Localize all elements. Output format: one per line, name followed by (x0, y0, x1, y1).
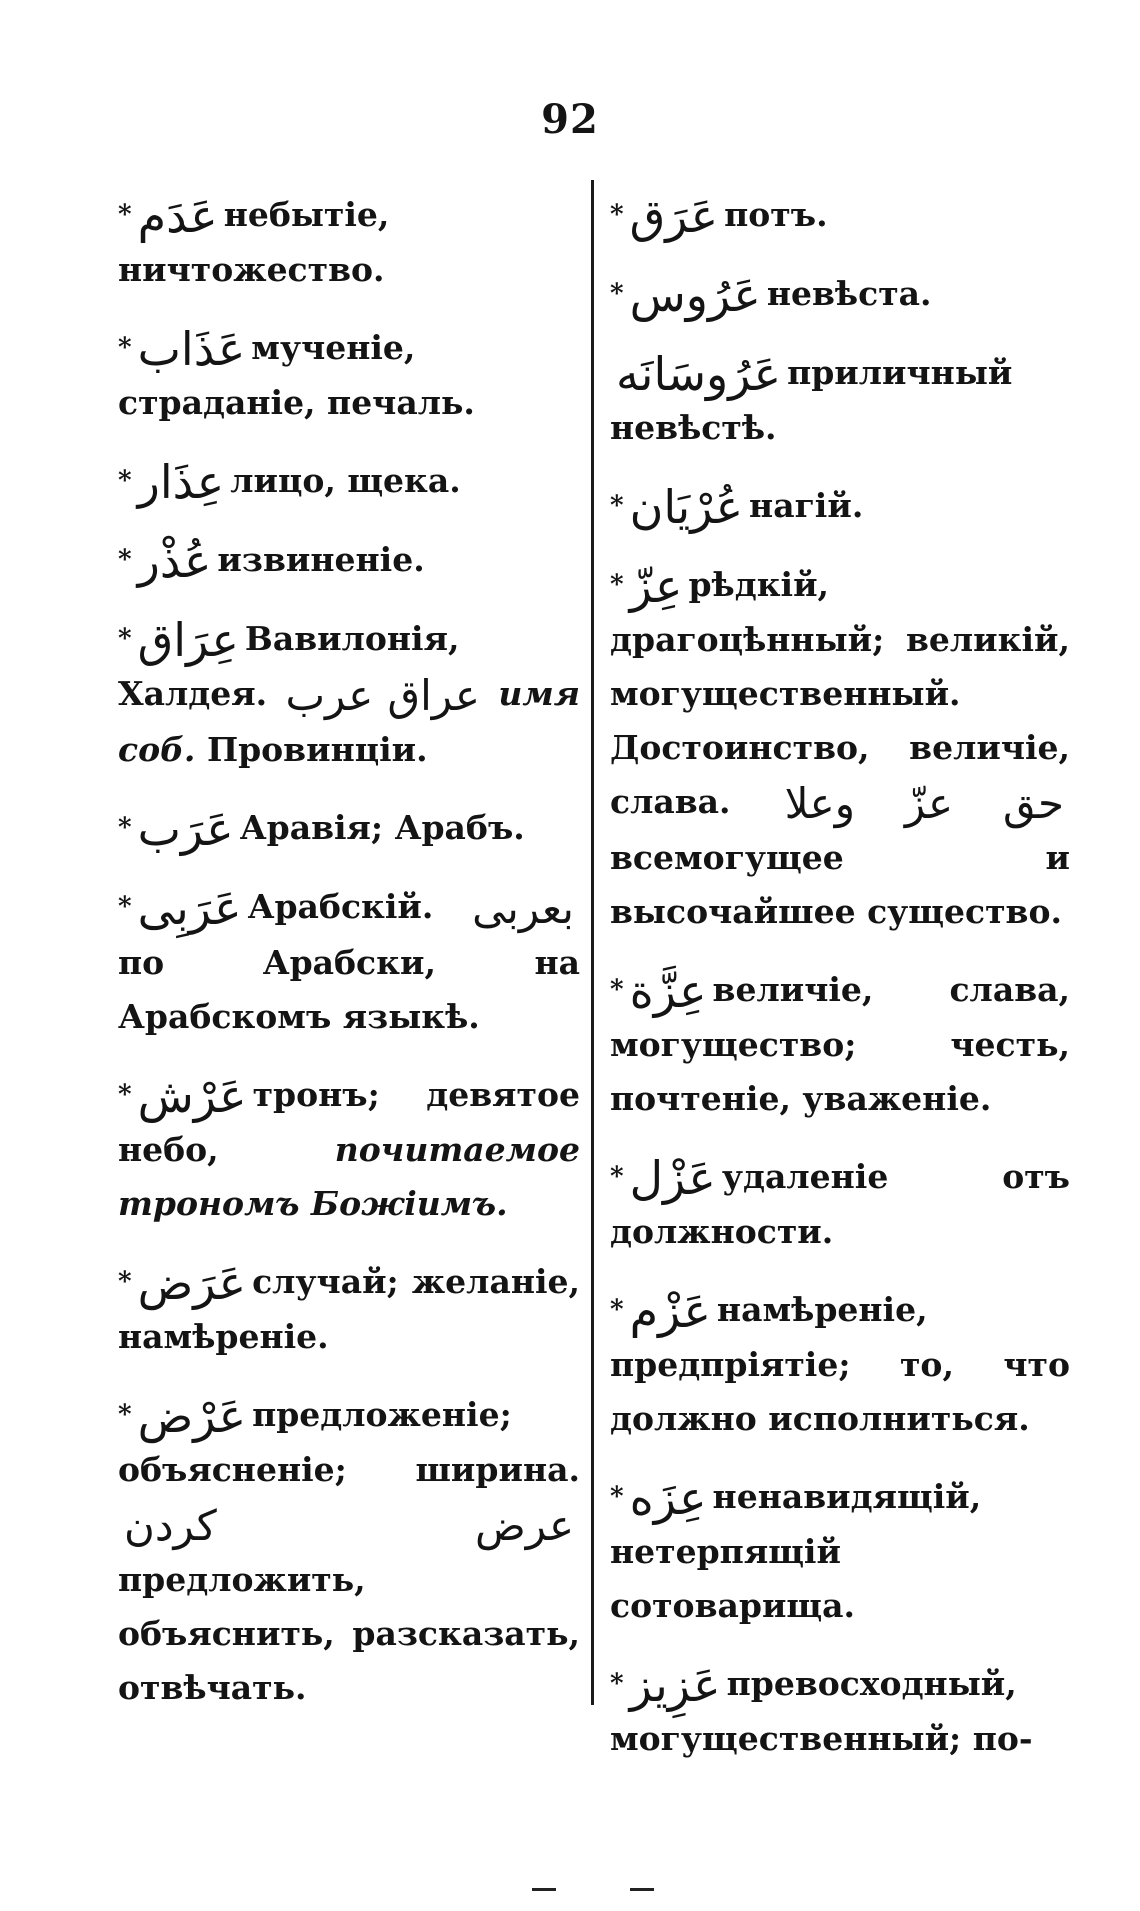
entry-star: * (118, 813, 132, 843)
dictionary-entry (118, 801, 580, 856)
entry-definition: Вавилонія, Халдея. (118, 619, 460, 713)
entry-definition: удаленіе отъ должности. (610, 1157, 1070, 1251)
entry-star: * (118, 200, 132, 230)
entry-definition: Аравія; Арабъ. (239, 808, 525, 847)
entry-star: * (610, 491, 624, 521)
dictionary-entry (118, 880, 580, 1044)
entry-star: * (118, 624, 132, 654)
dictionary-entry (610, 188, 1070, 243)
footer-dash (532, 1888, 556, 1891)
entry-star: * (118, 545, 132, 575)
entry-definition: ненавидящій, нетерпящій сотоварища. (610, 1477, 982, 1625)
entry-definition: тронъ; девятое небо, (118, 1075, 580, 1169)
arabic-headword: عِذَار (137, 455, 225, 509)
entry-definition: случай; желаніе, намѣреніе. (118, 1262, 580, 1356)
arabic-headword: عَرْش (137, 1069, 247, 1123)
entry-star: * (118, 333, 132, 363)
entry-definition: невѣста. (766, 274, 932, 313)
dictionary-entry (610, 558, 1070, 939)
page-number: 92 (541, 96, 599, 143)
entry-definition: лицо, щека. (230, 461, 461, 500)
entry-star: * (610, 200, 624, 230)
dictionary-entry (610, 1150, 1070, 1259)
arabic-headword: عَرُوس (629, 268, 761, 322)
entry-definition: мученіе, страданіе, печаль. (118, 328, 475, 422)
entry-star: * (118, 892, 132, 922)
entry-definition: нагій. (749, 486, 864, 525)
entry-definition-continued: Провинціи. (206, 730, 428, 769)
dictionary-entry (610, 346, 1070, 455)
dictionary-entry (610, 479, 1070, 534)
arabic-phrase: عرض كردن (124, 1501, 574, 1550)
dictionary-entry (118, 1388, 580, 1715)
entry-star: * (610, 1295, 624, 1325)
entry-star: * (610, 1669, 624, 1699)
entry-definition: приличный невѣстѣ. (610, 353, 1013, 447)
arabic-headword: عُرْيَان (629, 480, 744, 534)
entry-definition: Арабскій. (247, 887, 434, 926)
arabic-headword: عَرَق (629, 189, 719, 243)
arabic-headword: عَزْم (629, 1284, 711, 1338)
arabic-headword: عَرْض (137, 1389, 247, 1443)
arabic-headword: عِزَّة (629, 964, 707, 1018)
entry-star: * (610, 279, 624, 309)
entry-definition: превосходный, могущественный; по- (610, 1664, 1033, 1758)
entry-star: * (118, 1267, 132, 1297)
entry-definition: рѣдкій, драгоцѣнный; великій, могущественный. Достоинство, величіе, слава. (610, 565, 1070, 821)
arabic-headword: عَذَاب (137, 322, 246, 376)
arabic-headword: عِرَاق (137, 613, 239, 667)
arabic-headword: عَرَض (137, 1256, 247, 1310)
left-column (118, 188, 580, 1739)
arabic-headword: عِزّ (629, 559, 683, 613)
arabic-headword: عَزِيز (629, 1658, 721, 1712)
entry-definition: извиненіе. (217, 540, 425, 579)
dictionary-entry (118, 533, 580, 588)
entry-star: * (118, 1400, 132, 1430)
entry-star: * (610, 570, 624, 600)
entry-star: * (610, 1162, 624, 1192)
arabic-headword: عَرَب (137, 802, 234, 856)
dictionary-entry (610, 1283, 1070, 1446)
dictionary-entry (118, 1068, 580, 1231)
arabic-headword: عَدَم (137, 189, 218, 243)
footer-dash (630, 1888, 654, 1891)
dictionary-entry (610, 1657, 1070, 1766)
entry-definition-continued: по Арабски, на Арабскомъ языкѣ. (118, 943, 580, 1036)
arabic-headword: عَرُوسَانَه (616, 347, 782, 401)
arabic-headword: عِزَه (629, 1471, 707, 1525)
arabic-phrase: عراق عرب (285, 671, 480, 720)
entry-definition: величіе, слава, могущество; честь, почтеніе, уваженіе. (610, 970, 1070, 1118)
entry-star: * (118, 466, 132, 496)
entry-definition-continued: предложить, объяснить, разсказать, отвѣчать. (118, 1560, 580, 1707)
entry-definition: небытіе, ничтожество. (118, 195, 390, 289)
arabic-headword: عَزْل (629, 1151, 716, 1205)
entry-definition: потъ. (724, 195, 828, 234)
entry-definition: намѣреніе, предпріятіе; то, что должно исполниться. (610, 1290, 1070, 1438)
dictionary-entry (118, 188, 580, 297)
dictionary-entry (610, 267, 1070, 322)
entry-definition-continued: всемогущее и высочайшее существо. (610, 838, 1070, 931)
dictionary-entry (118, 454, 580, 509)
italic-note: имя соб. (118, 674, 580, 769)
dictionary-entry (610, 1470, 1070, 1633)
arabic-headword: عُذْر (137, 534, 212, 588)
dictionary-entry (118, 321, 580, 430)
arabic-phrase: حق عزّ وعلا (784, 779, 1064, 828)
arabic-headword: عَرَبِى (137, 881, 242, 935)
entry-definition: предложеніе; объясненіе; ширина. (118, 1395, 580, 1489)
entry-star: * (118, 1080, 132, 1110)
dictionary-entry (118, 1255, 580, 1364)
entry-star: * (610, 1482, 624, 1512)
entry-star: * (610, 975, 624, 1005)
column-divider (591, 180, 594, 1705)
dictionary-entry (610, 963, 1070, 1126)
italic-note: почитаемое трономъ Божіимъ. (118, 1130, 580, 1223)
right-column (610, 188, 1070, 1790)
dictionary-entry (118, 612, 580, 777)
arabic-phrase: بعربى (472, 884, 574, 933)
